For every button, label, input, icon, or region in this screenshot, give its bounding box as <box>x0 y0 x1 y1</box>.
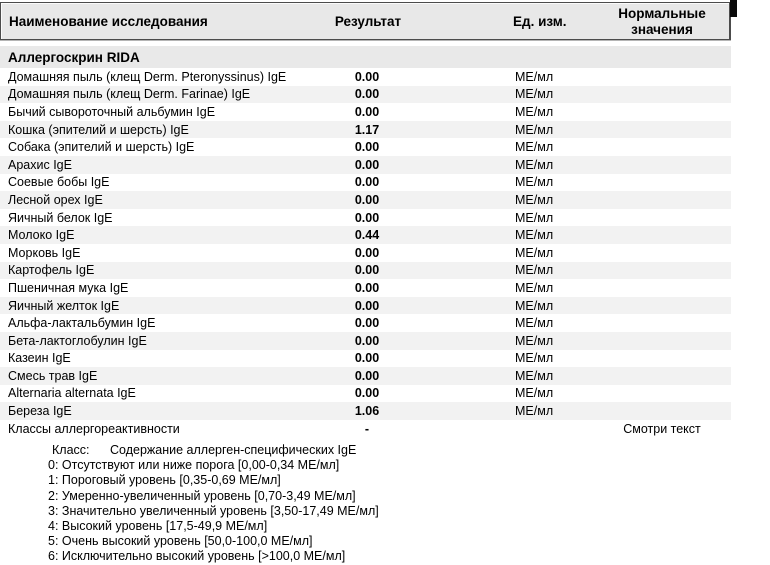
cell-name: Смесь трав IgE <box>8 368 98 383</box>
cell-units: МЕ/мл <box>515 368 554 383</box>
legend-line: 3: Значительно увеличенный уровень [3,50-17,49 МЕ/мл] <box>48 503 379 518</box>
cell-name: Лесной орех IgE <box>8 192 103 207</box>
cell-units: МЕ/мл <box>515 175 554 190</box>
cell-name: Домашняя пыль (клещ Derm. Farinae) IgE <box>8 87 251 102</box>
cell-result: 0.00 <box>354 280 380 295</box>
cell-name: Пшеничная мука IgE <box>8 280 129 295</box>
table-row <box>0 332 731 350</box>
table-row <box>0 402 731 420</box>
table-row <box>0 86 731 104</box>
cell-name: Картофель IgE <box>8 263 95 278</box>
cell-units: МЕ/мл <box>515 87 554 102</box>
cell-units: МЕ/мл <box>515 298 554 313</box>
cell-result: 0.00 <box>354 175 380 190</box>
column-header-name: Наименование исследования <box>9 14 208 29</box>
legend-line: 6: Исключительно высокий уровень [>100,0 МЕ/мл] <box>48 549 346 564</box>
cell-result: - <box>364 421 370 436</box>
cell-name: Собака (эпителий и шерсть) IgE <box>8 140 195 155</box>
legend-line: 2: Умеренно-увеличенный уровень [0,70-3,49 МЕ/мл] <box>48 488 356 503</box>
table-row <box>0 367 731 385</box>
cell-result: 1.17 <box>354 122 380 137</box>
cell-result: 0.00 <box>354 263 380 278</box>
table-row <box>0 297 731 315</box>
column-header-units: Ед. изм. <box>513 14 567 29</box>
cell-result: 0.00 <box>354 104 380 119</box>
cell-units: МЕ/мл <box>515 157 554 172</box>
cell-name: Бычий сывороточный альбумин IgE <box>8 104 216 119</box>
cell-result: 0.00 <box>354 298 380 313</box>
legend-label: Класс: <box>52 443 90 457</box>
cell-name: Домашняя пыль (клещ Derm. Pteronyssinus) IgE <box>8 69 287 84</box>
table-row <box>0 226 731 244</box>
cell-units: МЕ/мл <box>515 228 554 243</box>
legend-line: 0: Отсутствуют или ниже порога [0,00-0,34 МЕ/мл] <box>48 458 340 473</box>
cell-units: МЕ/мл <box>515 210 554 225</box>
table-row <box>0 244 731 262</box>
section-title: Аллергоскрин RIDA <box>8 49 140 65</box>
cell-units: МЕ/мл <box>515 192 554 207</box>
cell-name: Яичный белок IgE <box>8 210 113 225</box>
cell-name: Молоко IgE <box>8 228 75 243</box>
legend-title: Содержание аллерген-специфических IgE <box>110 443 357 457</box>
cell-name: Alternaria alternata IgE <box>8 386 136 401</box>
cell-units: МЕ/мл <box>515 122 554 137</box>
cell-name: Альфа-лактальбумин IgE <box>8 316 156 331</box>
column-header-normal-values: Нормальные значения <box>618 6 706 37</box>
table-row <box>0 103 731 121</box>
cell-result: 0.00 <box>354 245 380 260</box>
cell-result: 0.00 <box>354 157 380 172</box>
cell-name: Морковь IgE <box>8 245 81 260</box>
table-row <box>0 121 731 139</box>
cell-name: Береза IgE <box>8 404 72 419</box>
cell-result: 0.44 <box>354 228 380 243</box>
cell-units: МЕ/мл <box>515 333 554 348</box>
cell-result: 0.00 <box>354 368 380 383</box>
cell-name: Соевые бобы IgE <box>8 175 110 190</box>
table-row <box>0 209 731 227</box>
results-table-body <box>0 68 731 437</box>
table-row <box>0 68 731 86</box>
cell-result: 0.00 <box>354 210 380 225</box>
table-row <box>0 156 731 174</box>
legend-line: 5: Очень высокий уровень [50,0-100,0 МЕ/мл] <box>48 534 313 549</box>
cell-units: МЕ/мл <box>515 386 554 401</box>
table-header <box>0 2 731 40</box>
cell-name: Яичный желток IgE <box>8 298 120 313</box>
window-corner-mark <box>730 0 737 17</box>
cell-units: МЕ/мл <box>515 245 554 260</box>
table-row <box>0 350 731 368</box>
cell-name: Классы аллергореактивности <box>8 421 180 436</box>
table-row <box>0 138 731 156</box>
cell-result: 1.06 <box>354 404 380 419</box>
cell-units: МЕ/мл <box>515 69 554 84</box>
table-row <box>0 314 731 332</box>
cell-result: 0.00 <box>354 316 380 331</box>
cell-result: 0.00 <box>354 351 380 366</box>
table-row <box>0 262 731 280</box>
cell-name: Бета-лактоглобулин IgE <box>8 333 147 348</box>
allergy-class-legend <box>48 443 379 565</box>
table-row <box>0 385 731 403</box>
legend-heading <box>52 443 379 458</box>
cell-units: МЕ/мл <box>515 351 554 366</box>
cell-result: 0.00 <box>354 192 380 207</box>
legend-line: 1: Пороговый уровень [0,35-0,69 МЕ/мл] <box>48 473 281 488</box>
table-row <box>0 174 731 192</box>
cell-result: 0.00 <box>354 140 380 155</box>
table-row <box>0 279 731 297</box>
cell-units: МЕ/мл <box>515 316 554 331</box>
cell-normal: Смотри текст <box>623 421 701 436</box>
cell-units: МЕ/мл <box>515 263 554 278</box>
cell-result: 0.00 <box>354 69 380 84</box>
table-row <box>0 420 731 438</box>
cell-result: 0.00 <box>354 333 380 348</box>
cell-units: МЕ/мл <box>515 280 554 295</box>
table-row <box>0 191 731 209</box>
cell-name: Арахис IgE <box>8 157 72 172</box>
cell-name: Казеин IgE <box>8 351 71 366</box>
section-header-row <box>0 46 731 68</box>
cell-units: МЕ/мл <box>515 404 554 419</box>
cell-units: МЕ/мл <box>515 140 554 155</box>
cell-units: МЕ/мл <box>515 104 554 119</box>
legend-line: 4: Высокий уровень [17,5-49,9 МЕ/мл] <box>48 519 268 534</box>
cell-result: 0.00 <box>354 87 380 102</box>
column-header-result: Результат <box>334 14 402 29</box>
cell-result: 0.00 <box>354 386 380 401</box>
cell-name: Кошка (эпителий и шерсть) IgE <box>8 122 189 137</box>
